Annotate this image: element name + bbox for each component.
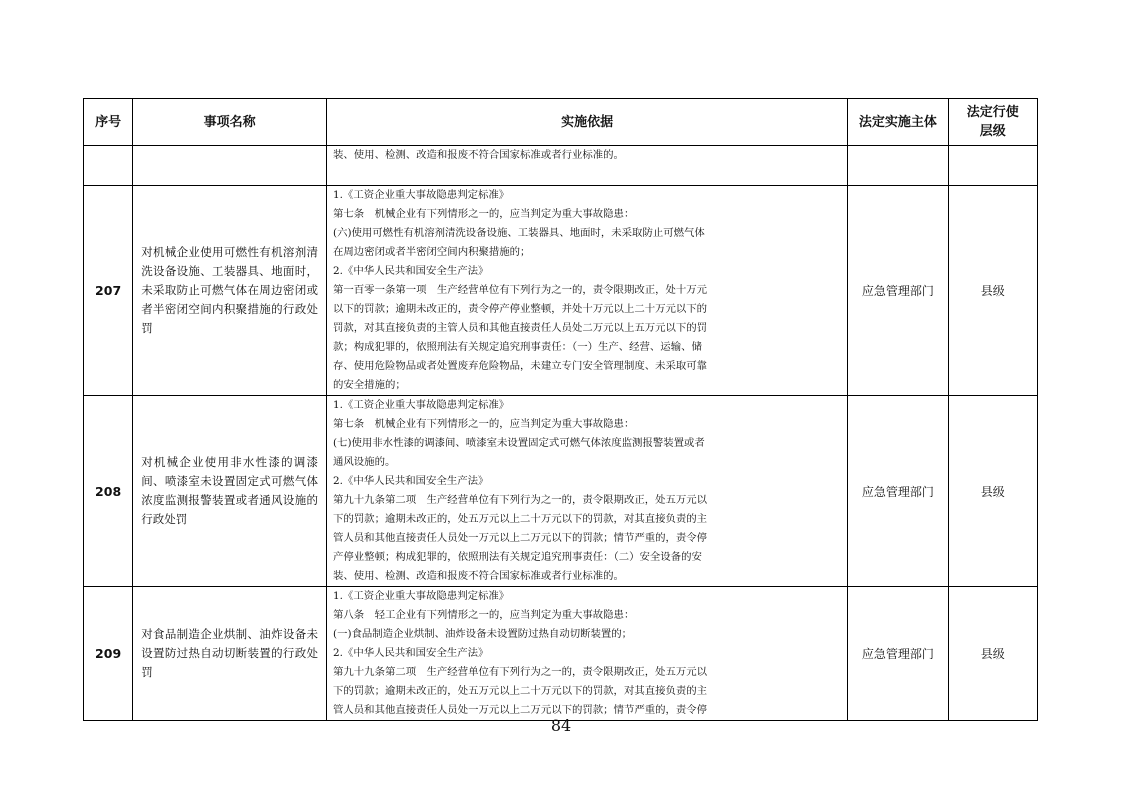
basis-line: 第九十九条第二项 生产经营单位有下列行为之一的，责令限期改正，处五万元以 [333,494,708,506]
continuation-name-cell [133,146,327,186]
header-name: 事项名称 [133,99,327,146]
continuation-row [84,146,1038,186]
basis-line: 1.《工资企业重大事故隐患判定标准》 [333,399,510,411]
basis-line: 2.《中华人民共和国安全生产法》 [333,265,489,277]
basis-line: 下的罚款；逾期未改正的，处五万元以上二十万元以下的罚款，对其直接负责的主 [333,513,708,525]
basis-line: 下的罚款；逾期未改正的，处五万元以上二十万元以下的罚款，对其直接负责的主 [333,685,708,697]
regulation-table-page [83,98,1038,721]
row-basis [327,587,848,721]
basis-line: (七)使用非水性漆的调漆间、喷漆室未设置固定式可燃气体浓度监测报警装置或者 [333,437,705,449]
basis-line: 管人员和其他直接责任人员处一万元以上二万元以下的罚款；情节严重的，责令停 [333,704,708,716]
continuation-no-cell [84,146,133,186]
basis-line: 1.《工资企业重大事故隐患判定标准》 [333,590,510,602]
basis-line: 第八条 轻工企业有下列情形之一的，应当判定为重大事故隐患： [333,609,635,621]
basis-line: 罚款，对其直接负责的主管人员和其他直接责任人员处二万元以上五万元以下的罚 [333,322,708,334]
row-no: 209 [84,587,133,721]
header-level [948,99,1037,146]
row-name: 对机械企业使用可燃性有机溶剂清洗设备设施、工装器具、地面时，未采取防止可燃气体在周边密闭或者半密闭空间内积聚措施的行政处罚 [133,186,327,396]
table-row [84,186,1038,396]
regulation-table [83,98,1038,721]
basis-line: 1.《工资企业重大事故隐患判定标准》 [333,189,510,201]
row-basis [327,186,848,396]
page-number: 84 [550,716,572,735]
row-level: 县级 [948,587,1037,721]
header-org: 法定实施主体 [848,99,948,146]
table-row [84,587,1038,721]
row-level: 县级 [948,396,1037,587]
basis-line: 产停业整顿；构成犯罪的，依照刑法有关规定追究刑事责任：（二）安全设备的安 [333,551,702,563]
continuation-basis-cell [327,146,848,186]
basis-line: 装、使用、检测、改造和报废不符合国家标准或者行业标准的。 [333,149,624,161]
header-no: 序号 [84,99,133,146]
basis-line: 存、使用危险物品或者处置废弃危险物品，未建立专门安全管理制度、未采取可靠 [333,360,708,372]
basis-line: 第九十九条第二项 生产经营单位有下列行为之一的，责令限期改正，处五万元以 [333,666,708,678]
row-level: 县级 [948,186,1037,396]
table-row [84,396,1038,587]
continuation-org-cell [848,146,948,186]
basis-line: 第七条 机械企业有下列情形之一的，应当判定为重大事故隐患： [333,208,635,220]
basis-line: (六)使用可燃性有机溶剂清洗设备设施、工装器具、地面时，未采取防止可燃气体 [333,227,705,239]
row-org: 应急管理部门 [848,396,948,587]
basis-line: 第七条 机械企业有下列情形之一的，应当判定为重大事故隐患： [333,418,635,430]
row-org: 应急管理部门 [848,186,948,396]
header-level-text: 法定行使层级 [966,105,1019,139]
table-header-row [84,99,1038,146]
continuation-level-cell [948,146,1037,186]
row-name: 对机械企业使用非水性漆的调漆间、喷漆室未设置固定式可燃气体浓度监测报警装置或者通风设施的行政处罚 [133,396,327,587]
basis-line: (一)食品制造企业烘制、油炸设备未设置防过热自动切断装置的； [333,628,633,640]
basis-line: 的安全措施的； [333,379,406,391]
basis-line: 管人员和其他直接责任人员处一万元以上二万元以下的罚款；情节严重的，责令停 [333,532,708,544]
basis-line: 在周边密闭或者半密闭空间内积聚措施的； [333,246,531,258]
basis-line: 第一百零一条第一项 生产经营单位有下列行为之一的，责令限期改正，处十万元 [333,284,708,296]
header-basis: 实施依据 [327,99,848,146]
basis-line: 通风设施的。 [333,456,396,468]
row-name: 对食品制造企业烘制、油炸设备未设置防过热自动切断装置的行政处罚 [133,587,327,721]
row-basis [327,396,848,587]
row-no: 207 [84,186,133,396]
basis-line: 2.《中华人民共和国安全生产法》 [333,647,489,659]
basis-line: 以下的罚款；逾期未改正的，责令停产停业整顿，并处十万元以上二十万元以下的 [333,303,708,315]
basis-line: 2.《中华人民共和国安全生产法》 [333,475,489,487]
row-org: 应急管理部门 [848,587,948,721]
basis-line: 款；构成犯罪的，依照刑法有关规定追究刑事责任：（一）生产、经营、运输、储 [333,341,702,353]
basis-line: 装、使用、检测、改造和报废不符合国家标准或者行业标准的。 [333,570,624,582]
row-no: 208 [84,396,133,587]
